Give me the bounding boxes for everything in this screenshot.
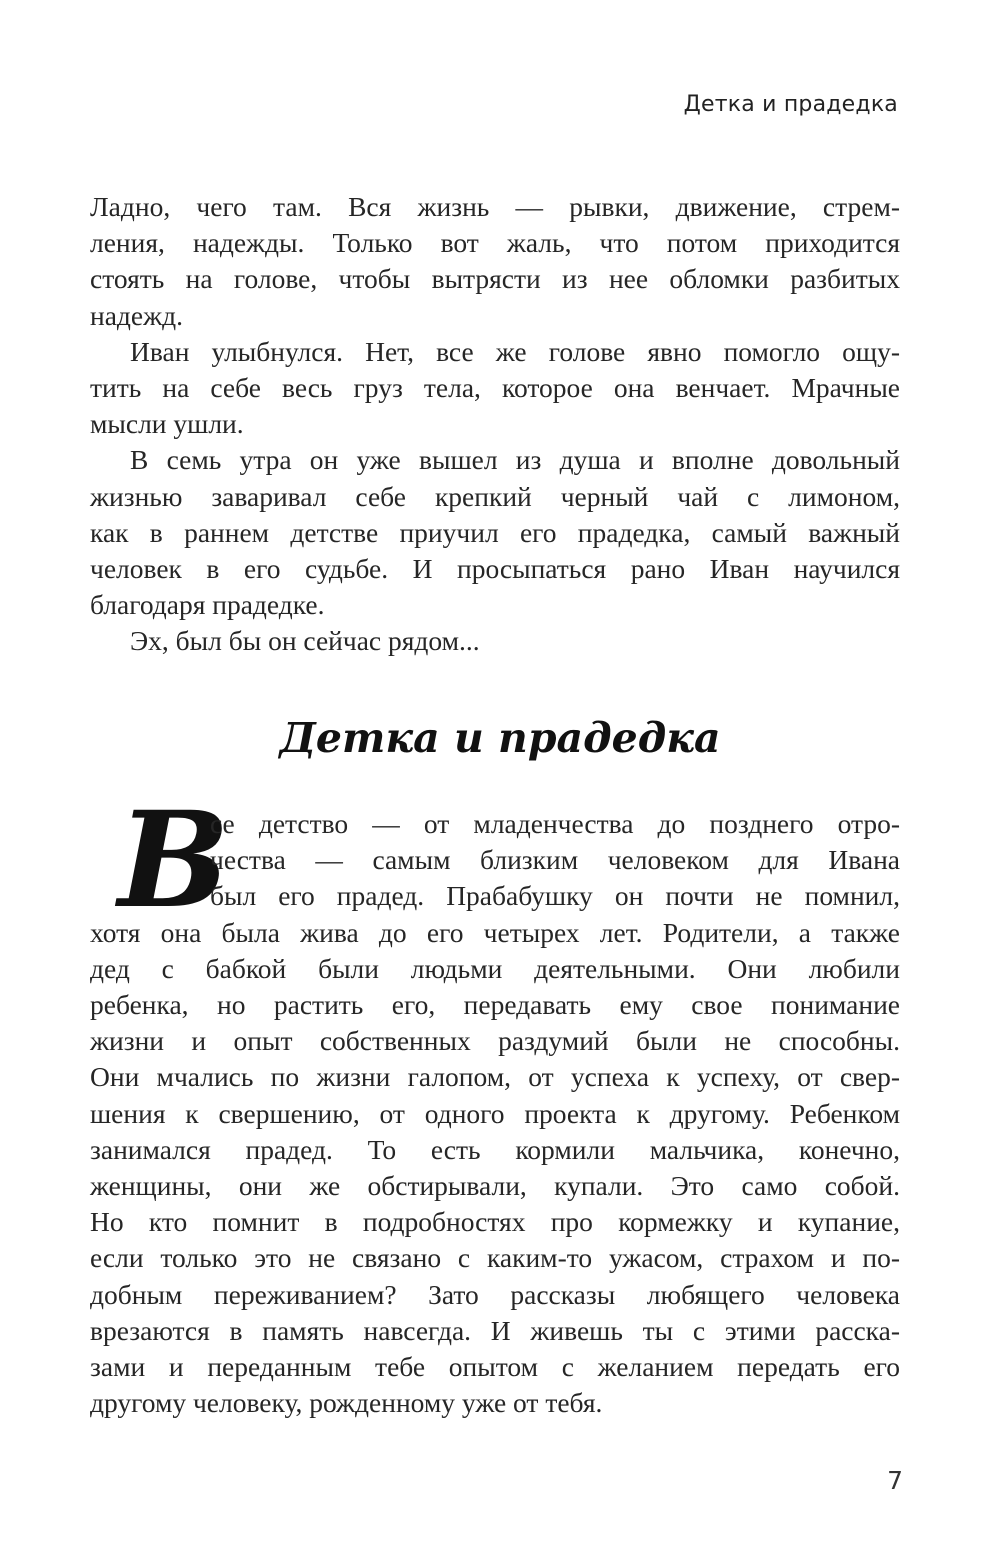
text-line: благодаря прадедке. — [90, 589, 325, 621]
running-header: Детка и прадедка — [683, 92, 898, 117]
text-line: Но кто помнит в подробностях про кормежку и купание, — [90, 1206, 900, 1238]
text-line: зами и переданным тебе опытом с желанием передать его — [90, 1351, 900, 1383]
text-line: В семь утра он уже вышел из душа и вполне довольный — [130, 444, 900, 476]
text-line: чества — самым близким человеком для Ивана — [210, 844, 900, 876]
text-line: женщины, они же обстирывали, купали. Это само собой. — [90, 1170, 900, 1202]
text-line: человек в его судьбе. И просыпаться рано Иван научился — [90, 553, 900, 585]
text-line: занимался прадед. То есть кормили мальчика, конечно, — [90, 1133, 900, 1165]
text-line: врезаются в память навсегда. И живешь ты с этими расска- — [90, 1314, 900, 1346]
drop-cap: В — [118, 783, 230, 938]
text-line: хотя она была жива до его четырех лет. Родители, а также — [90, 916, 900, 948]
text-line: дед с бабкой были людьми деятельными. Они любили — [90, 952, 900, 984]
chapter-text-block — [90, 806, 900, 1421]
top-text-block — [90, 189, 900, 660]
text-line: если только это не связано с каким-то ужасом, страхом и по- — [90, 1242, 900, 1274]
text-line: другому человеку, рожденному уже от тебя. — [90, 1387, 603, 1419]
text-line: добным переживанием? Зато рассказы любящего человека — [90, 1278, 900, 1310]
text-line: надежд. — [90, 299, 183, 331]
text-line: Эх, был бы он сейчас рядом... — [130, 625, 480, 657]
text-line: ребенка, но растить его, передавать ему свое понимание — [90, 989, 900, 1021]
text-line: как в раннем детстве приучил его прадедка, самый важный — [90, 516, 900, 548]
text-line: жизнью заваривал себе крепкий черный чай с лимоном, — [90, 480, 900, 512]
text-line: Ладно, чего там. Вся жизнь — рывки, движение, стрем- — [90, 191, 900, 222]
text-line: тить на себе весь груз тела, которое она венчает. Мрачные — [90, 372, 900, 404]
text-line: Они мчались по жизни галопом, от успеха к успеху, от свер- — [90, 1061, 900, 1093]
text-line: стоять на голове, чтобы вытрясти из нее обломки разбитых — [90, 263, 900, 295]
text-line: се детство — от младенчества до позднего отро- — [210, 808, 900, 839]
text-line: жизни и опыт собственных раздумий были не способны. — [90, 1025, 900, 1057]
text-line: ления, надежды. Только вот жаль, что потом приходится — [90, 227, 900, 259]
text-line: Иван улыбнулся. Нет, все же голове явно помогло ощу- — [130, 335, 900, 367]
text-line: был его прадед. Прабабушку он почти не помнил, — [210, 880, 900, 912]
page-number: 7 — [887, 1466, 903, 1495]
text-line: мысли ушли. — [90, 408, 244, 440]
chapter-title: Детка и прадедка — [279, 714, 721, 762]
text-line: шения к свершению, от одного проекта к другому. Ребенком — [90, 1097, 900, 1129]
